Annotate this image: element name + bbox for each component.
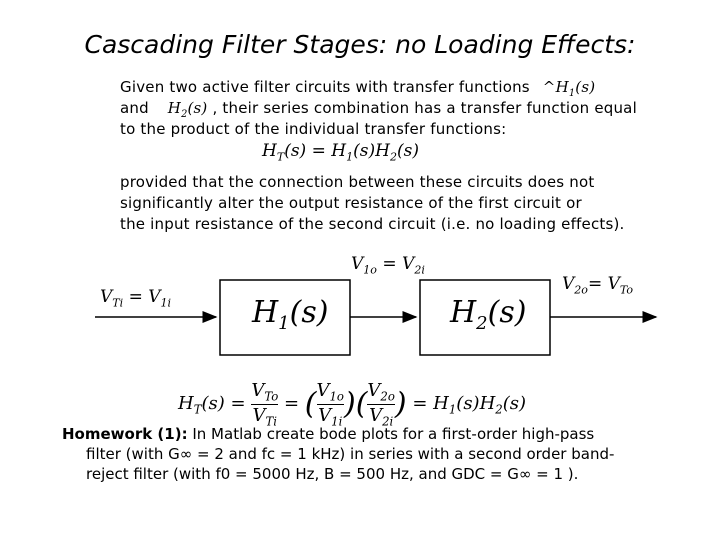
- intro-text-2: , their series combination has a transfer function equal: [212, 99, 637, 117]
- product-equation: $H_T(s) = H_1(s)H_2(s)$: [262, 141, 419, 164]
- homework-line-2: filter (with G∞ = 2 and fc = 1 kHz) in series with a second order band-: [86, 445, 615, 463]
- intro-text-1: Given two active filter circuits with transfer functions: [120, 78, 530, 96]
- condition-line-1: provided that the connection between these circuits does not: [120, 173, 595, 191]
- homework-text-1: In Matlab create bode plots for a first-order high-pass: [192, 425, 595, 443]
- block-1-label: $H_1(s)$: [252, 295, 329, 334]
- label-mid: $V_{1o} = V_{2i}$: [351, 254, 425, 277]
- slide-title: Cascading Filter Stages: no Loading Effects:: [84, 30, 636, 59]
- homework-label: Homework (1):: [62, 425, 188, 443]
- cascade-equation: $H_T(s)$ = $V_{To}$ $V_{Ti}$ = ( $\frac{V_{1o}}{V_{1i}}$ )( $\frac{V_{2o}}{V_{2i}}$ ) = $H_1(s)H_2(s)$: [178, 380, 527, 429]
- condition-line-2: significantly alter the output resistance of the first circuit or: [120, 194, 582, 212]
- homework-line-3: reject filter (with f0 = 5000 Hz, B = 500 Hz, and GDC = G∞ = 1 ).: [86, 465, 579, 483]
- h1-symbol: $\^{}H_1(s)$: [542, 78, 596, 99]
- label-out: $V_{2o}= V_{To}$: [562, 274, 634, 297]
- block-2-label: $H_2(s)$: [450, 295, 527, 334]
- homework-line-1: [62, 424, 594, 444]
- label-in: $V_{Ti} = V_{1i}$: [100, 287, 172, 310]
- condition-line-3: the input resistance of the second circuit (i.e. no loading effects).: [120, 215, 625, 233]
- h2-symbol: $H_2(s)$: [167, 99, 208, 120]
- intro-line-3: to the product of the individual transfer functions:: [120, 120, 507, 138]
- intro-and: and: [120, 99, 149, 117]
